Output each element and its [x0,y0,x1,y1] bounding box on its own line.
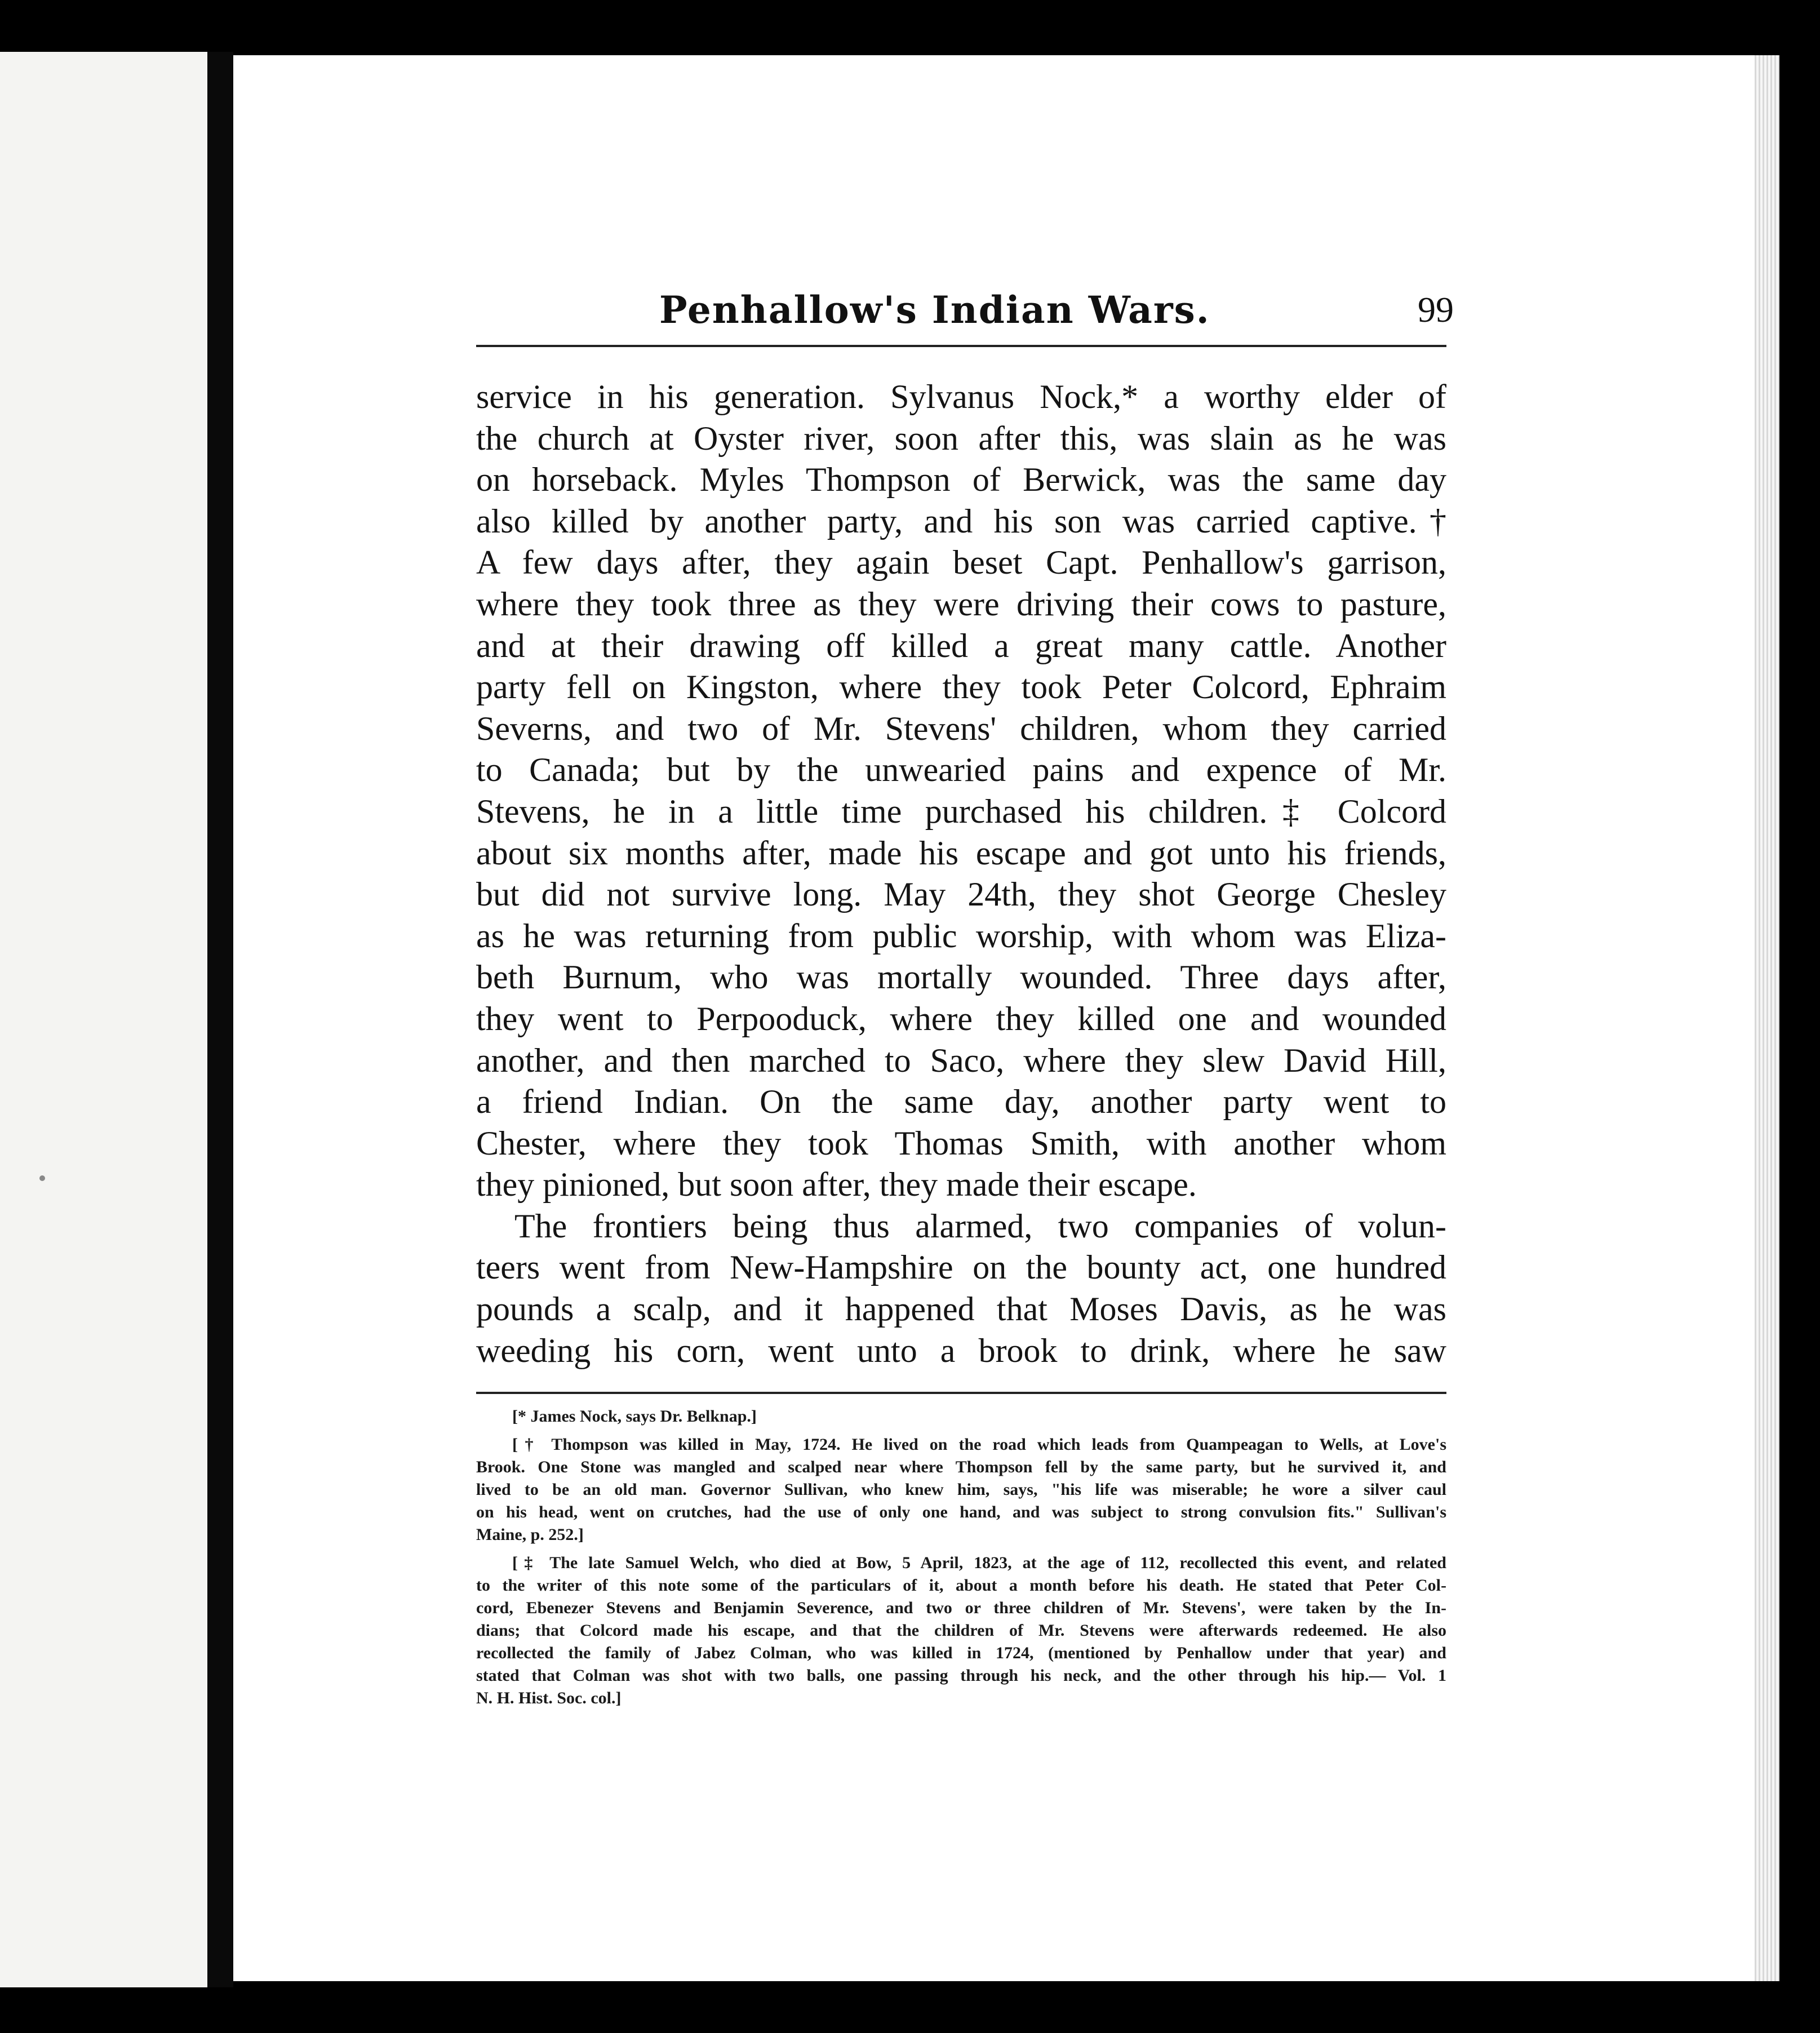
body-line: weeding his corn, went unto a brook to drink, where he saw [476,1331,1446,1369]
footnote-line: [† Thompson was killed in May, 1724. He lived on the road which leads from Quampeagan to Wells, at Love's [512,1435,1446,1454]
footnote-line: stated that Colman was shot with two balls, one passing through his neck, and the other through his hip.— Vol. 1 [476,1666,1446,1685]
footnote-line: cord, Ebenezer Stevens and Benjamin Severence, and two or three children of Mr. Stevens', were taken by the In- [476,1599,1446,1617]
footnote-line: N. H. Hist. Soc. col.] [476,1689,622,1707]
left-page-blank [0,52,207,1987]
body-line: on horseback. Myles Thompson of Berwick, was the same day [476,461,1446,499]
page-edges [1755,55,1779,1981]
body-line: but did not survive long. May 24th, they shot George Chesley [476,876,1446,913]
footnote-rule [476,1392,1446,1394]
footnote-line: Maine, p. 252.] [476,1525,584,1544]
body-line: Severns, and two of Mr. Stevens' children, whom they carried [476,709,1446,747]
footnote-line: on his head, went on crutches, had the use of only one hand, and was subject to strong convulsion fits." Sullivan's [476,1503,1446,1521]
paragraph-start-line: The frontiers being thus alarmed, two companies of volun- [514,1207,1446,1245]
body-line: teers went from New-Hampshire on the bounty act, one hundred [476,1249,1446,1286]
body-line: and at their drawing off killed a great many cattle. Another [476,627,1446,664]
body-line: they went to Perpooduck, where they killed one and wounded [476,1000,1446,1037]
footnote-line: Brook. One Stone was mangled and scalped near where Thompson fell by the same party, but he survived it, and [476,1458,1446,1476]
body-line: Stevens, he in a little time purchased his children.‡ Colcord [476,792,1446,830]
body-line: another, and then marched to Saco, where they slew David Hill, [476,1041,1446,1079]
footnotes [476,1405,1446,1710]
body-line: also killed by another party, and his son was carried captive.† [476,502,1446,540]
body-line: party fell on Kingston, where they took Peter Colcord, Ephraim [476,668,1446,706]
paper-speck [39,1175,45,1181]
body-line: beth Burnum, who was mortally wounded. Three days after, [476,958,1446,996]
body-line: pounds a scalp, and it happened that Moses Davis, as he was [476,1290,1446,1328]
body-line: as he was returning from public worship, with whom was Eliza- [476,917,1446,955]
book-gutter [207,52,233,1987]
footnote-line: lived to be an old man. Governor Sullivan, who knew him, says, "his life was miserable; he wore a silver caul [476,1480,1446,1499]
body-line: Chester, where they took Thomas Smith, with another whom [476,1124,1446,1162]
body-line: a friend Indian. On the same day, another party went to [476,1083,1446,1121]
footnote-line: recollected the family of Jabez Colman, who was killed in 1724, (mentioned by Penhallow under that year) and [476,1644,1446,1662]
page-number: 99 [1418,290,1454,330]
body-line: service in his generation. Sylvanus Nock,* a worthy elder of [476,378,1446,415]
running-head: Penhallow's Indian Wars. [659,288,1210,332]
body-line: the church at Oyster river, soon after this, was slain as he was [476,419,1446,457]
footnote-line: [‡ The late Samuel Welch, who died at Bow, 5 April, 1823, at the age of 112, recollected this event, and related [512,1553,1446,1572]
footnote-line: [* James Nock, says Dr. Belknap.] [512,1407,757,1426]
body-line: where they took three as they were driving their cows to pasture, [476,585,1446,623]
body-line: about six months after, made his escape and got unto his friends, [476,834,1446,872]
body-line: they pinioned, but soon after, they made their escape. [476,1166,1197,1204]
footnote-line: to the writer of this note some of the particulars of it, about a month before his death. He stated that Peter Col- [476,1576,1446,1595]
body-text [476,376,1446,1371]
footnote-line: dians; that Colcord made his escape, and that the children of Mr. Stevens were afterwards redeemed. He also [476,1621,1446,1640]
body-line: A few days after, they again beset Capt. Penhallow's garrison, [476,544,1446,582]
body-line: to Canada; but by the unwearied pains and expence of Mr. [476,751,1446,789]
header-rule [476,345,1446,347]
